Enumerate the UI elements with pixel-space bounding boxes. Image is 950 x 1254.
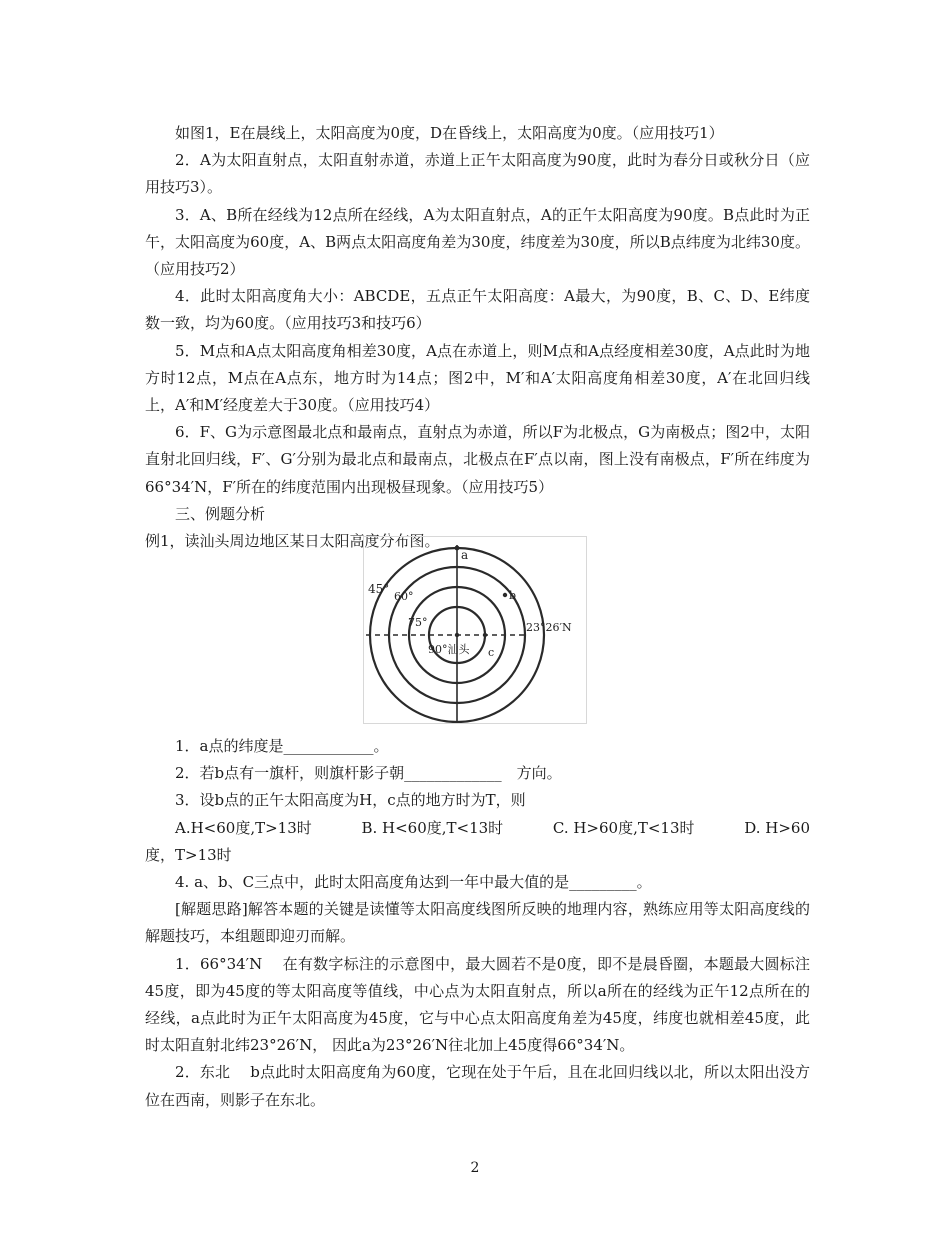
section-heading: 三、例题分析 [175, 504, 266, 523]
label-c: c [488, 646, 495, 659]
analysis-intro: [解题思路]解答本题的关键是读懂等太阳高度线图所反映的地理内容，熟练应用等太阳高度线的解题技巧，本组题即迎刃而解。 [145, 900, 810, 946]
example-intro: 例1，读汕头周边地区某日太阳高度分布图。 [145, 532, 440, 551]
label-center: 90°汕头 [428, 643, 470, 656]
label-b: b [509, 589, 517, 602]
point-b [503, 593, 507, 597]
option-b: B. H<60度,T<13时 [361, 818, 504, 837]
question-3: 3．设b点的正午太阳高度为H，c点的地方时为T，则 [175, 791, 526, 810]
point-a [455, 546, 460, 551]
paragraph-4: 4．此时太阳高度角大小：ABCDE，五点正午太阳高度：A最大，为90度，B、C、D、E纬度数一致，均为60度。（应用技巧3和技巧6） [145, 287, 810, 333]
sun-altitude-figure [363, 536, 587, 724]
paragraph-6: 6．F、G为示意图最北点和最南点，直射点为赤道，所以F为北极点，G为南极点；图2中，太阳直射北回归线，F′、G′分别为最北点和最南点，北极点在F′点以南，图上没有南极点，F′所在纬度为66°34′N，F′所在的纬度范围内出现极昼现象。（应用技巧5） [145, 423, 810, 496]
paragraph-2: 2．A为太阳直射点，太阳直射赤道，赤道上正午太阳高度为90度，此时为春分日或秋分日（应用技巧3）。 [145, 151, 810, 197]
label-75: 75° [408, 616, 428, 629]
option-d: D. H>60 [744, 818, 810, 837]
option-c: C. H>60度,T<13时 [552, 818, 695, 837]
question-4: 4. a、b、C三点中，此时太阳高度角达到一年中最大值的是_________。 [175, 873, 652, 892]
label-a: a [461, 548, 469, 562]
body-text-bottom [145, 733, 810, 1114]
sun-altitude-diagram [364, 537, 586, 723]
point-c [483, 633, 487, 637]
option-d-continued: 度，T>13时 [145, 845, 232, 864]
page-number: 2 [470, 1160, 480, 1176]
paragraph-5: 5．M点和A点太阳高度角相差30度，A点在赤道上，则M点和A点经度相差30度，A点此时为地方时12点，M点在A点东，地方时为14点；图2中，M′和A′太阳高度角相差30度，A′在北回归线上，A′和M′经度差大于30度。（应用技巧4） [145, 341, 810, 415]
answer-1: 1．66°34′N 在有数字标注的示意图中，最大圆若不是0度，即不是晨昏圈，本题最大圆标注45度，即为45度的等太阳高度等值线，中心点为太阳直射点，所以a所在的经线为正午12点所在的经线，a点此时为正午太阳高度为45度，它与中心点太阳高度角差为45度，纬度也就相差45度，此时太阳直射北纬23°26′N， 因此a为23°26′N往北加上45度得66°34′N。 [145, 954, 810, 1055]
paragraph-3: 3．A、B所在经线为12点所在经线，A为太阳直射点，A的正午太阳高度为90度。B点此时为正午，太阳高度为60度，A、B两点太阳高度角差为30度，纬度差为30度，所以B点纬度为北纬30度。（应用技巧2） [145, 205, 810, 279]
label-45: 45° [368, 582, 390, 596]
body-text-top [145, 120, 810, 555]
question-3-options [145, 815, 810, 842]
option-a: A.H<60度,T>13时 [175, 818, 312, 837]
question-1: 1．a点的纬度是____________。 [175, 737, 389, 755]
question-2: 2．若b点有一旗杆，则旗杆影子朝_____________ 方向。 [175, 764, 562, 783]
answer-2: 2．东北 b点此时太阳高度角为60度，它现在处于午后，且在北回归线以北，所以太阳出没方位在西南，则影子在东北。 [145, 1063, 810, 1109]
label-latitude: 23°26′N [526, 621, 572, 634]
label-60: 60° [394, 590, 414, 603]
center-point [455, 633, 459, 637]
paragraph-1: 如图1，E在晨线上，太阳高度为0度，D在昏线上，太阳高度为0度。（应用技巧1） [175, 124, 724, 142]
